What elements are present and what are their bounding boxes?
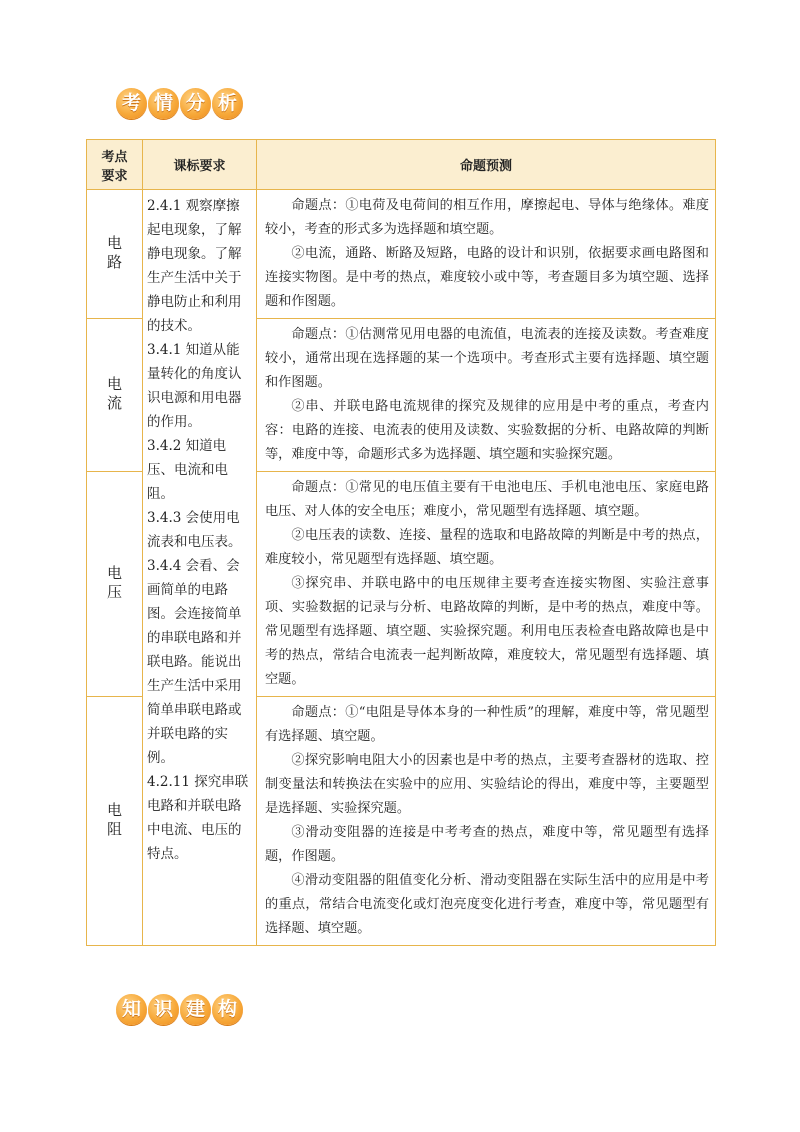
prediction-paragraph: ②串、并联电路电流规律的探究及规律的应用是中考的重点，考查内容：电路的连接、电流表的使用及读数、实验数据的分析、电路故障的判断等，难度中等，命题形式多为选择题、填空题和实验探究题。 — [265, 399, 709, 462]
prediction-paragraph: ③滑动变阻器的连接是中考考查的热点，难度中等，常见题型有选择题，作图题。 — [265, 825, 709, 864]
badge-char: 知 — [116, 994, 147, 1025]
requirement-item: 3.4.3 会使用电流表和电压表。 — [147, 510, 242, 550]
requirement-cell — [143, 190, 257, 946]
prediction-cell — [257, 472, 716, 697]
prediction-paragraph: ②电压表的读数、连接、量程的选取和电路故障的判断是中考的热点，难度较小，常见题型有选择题、填空题。 — [265, 528, 709, 567]
header-topic: 考点 要求 — [87, 140, 143, 190]
badge-char: 考 — [116, 88, 147, 119]
topic-cell: 电流 — [87, 319, 143, 472]
prediction-cell — [257, 319, 716, 472]
topic-cell: 电路 — [87, 190, 143, 319]
topic-cell: 电阻 — [87, 697, 143, 946]
badge-char: 分 — [180, 88, 211, 119]
prediction-cell — [257, 190, 716, 319]
prediction-paragraph: ④滑动变阻器的阻值变化分析、滑动变阻器在实际生活中的应用是中考的重点，常结合电流变化或灯泡亮度变化进行考查，难度中等，常见题型有选择题、填空题。 — [265, 873, 709, 936]
table-row — [87, 190, 716, 319]
header-prediction: 命题预测 — [257, 140, 716, 190]
badge-char: 建 — [180, 994, 211, 1025]
section-badge-knowledge — [116, 994, 244, 1025]
badge-char: 识 — [148, 994, 179, 1025]
prediction-paragraph: 命题点：①估测常见用电器的电流值，电流表的连接及读数。考查难度较小，通常出现在选择题的某一个选项中。考查形式主要有选择题、填空题和作图题。 — [265, 327, 709, 390]
badge-char: 情 — [148, 88, 179, 119]
prediction-paragraph: 命题点：①常见的电压值主要有干电池电压、手机电池电压、家庭电路电压、对人体的安全电压；难度小，常见题型有选择题、填空题。 — [265, 480, 709, 519]
prediction-paragraph: 命题点：①“电阻是导体本身的一种性质”的理解，难度中等，常见题型有选择题、填空题。 — [265, 705, 709, 744]
badge-char: 析 — [212, 88, 243, 119]
header-requirement: 课标要求 — [143, 140, 257, 190]
prediction-paragraph: ③探究串、并联电路中的电压规律主要考查连接实物图、实验注意事项、实验数据的记录与分析、电路故障的判断，是中考的热点，难度中等。常见题型有选择题、填空题、实验探究题。利用电压表检查电路故障也是中考的热点，常结合电流表一起判断故障，难度较大，常见题型有选择题、填空题。 — [265, 576, 709, 687]
requirement-item: 4.2.11 探究串联电路和并联电路中电流、电压的特点。 — [147, 774, 249, 862]
requirement-item: 3.4.1 知道从能量转化的角度认识电源和用电器的作用。 — [147, 342, 242, 430]
prediction-cell — [257, 697, 716, 946]
table-header-row — [87, 140, 716, 190]
exam-analysis-table — [86, 139, 716, 946]
requirement-item: 3.4.4 会看、会画简单的电路图。会连接简单的串联电路和并联电路。能说出生产生活中采用简单串联电路或并联电路的实例。 — [147, 558, 242, 766]
topic-cell: 电压 — [87, 472, 143, 697]
badge-char: 构 — [212, 994, 243, 1025]
prediction-paragraph: ②电流，通路、断路及短路，电路的设计和识别，依据要求画电路图和连接实物图。是中考的热点，难度较小或中等，考查题目多为填空题、选择题和作图题。 — [265, 246, 709, 309]
requirement-item: 2.4.1 观察摩擦起电现象，了解静电现象。了解生产生活中关于静电防止和利用的技术。 — [147, 198, 242, 334]
requirement-item: 3.4.2 知道电压、电流和电阻。 — [147, 438, 228, 502]
section-badge-analysis — [116, 88, 244, 119]
prediction-paragraph: ②探究影响电阻大小的因素也是中考的热点，主要考查器材的选取、控制变量法和转换法在实验中的应用、实验结论的得出，难度中等，主要题型是选择题、实验探究题。 — [265, 753, 709, 816]
prediction-paragraph: 命题点：①电荷及电荷间的相互作用，摩擦起电、导体与绝缘体。难度较小，考查的形式多为选择题和填空题。 — [265, 198, 709, 237]
